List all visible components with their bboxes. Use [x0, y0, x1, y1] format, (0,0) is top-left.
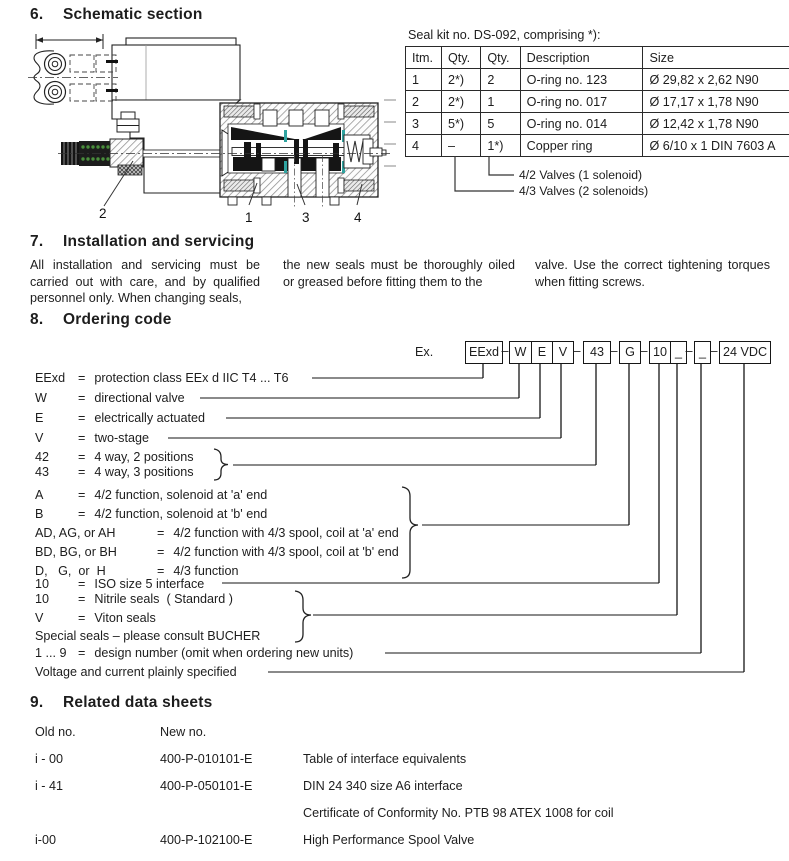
code: 10	[35, 577, 50, 591]
code-separator: –	[640, 344, 648, 358]
sheet-description: DIN 24 340 size A6 interface	[303, 779, 463, 793]
description: 4/2 function, solenoid at 'a' end	[94, 488, 268, 502]
ordering-code-row	[35, 611, 156, 625]
col-size: Size	[643, 47, 789, 69]
description: Nitrile seals ( Standard )	[94, 592, 233, 606]
description: 4/3 function	[173, 564, 239, 578]
table-row	[406, 69, 789, 91]
cell: –	[441, 135, 480, 157]
cell: 1	[406, 69, 442, 91]
code-box-43	[583, 341, 611, 364]
sheet-description: Table of interface equivalents	[303, 752, 467, 766]
cell: Ø 12,42 x 1,78 N90	[643, 113, 789, 135]
code: 1 ... 9	[35, 646, 67, 660]
code-separator: –	[610, 344, 618, 358]
new-no: 400-P-010101-E	[160, 752, 253, 766]
cell: Ø 29,82 x 2,62 N90	[643, 69, 789, 91]
schematic-drawing	[20, 30, 440, 230]
code-cell-g: G	[625, 345, 635, 359]
ordering-code-row	[35, 450, 194, 464]
code: V	[35, 611, 44, 625]
equals: =	[157, 526, 165, 540]
ordering-code-row	[35, 465, 194, 479]
old-no-header: Old no.	[35, 725, 76, 739]
col-itm: Itm.	[406, 47, 442, 69]
code-box-eexd	[465, 341, 503, 364]
fold-marks	[384, 100, 396, 166]
cell: 5	[481, 113, 520, 135]
description: protection class EEx d IIC T4 ... T6	[94, 371, 289, 385]
equals: =	[78, 431, 86, 445]
equals: =	[78, 611, 86, 625]
section-6-title: Schematic section	[63, 6, 203, 23]
seal-kit-title: Seal kit no. DS-092, comprising *):	[408, 28, 601, 42]
code: 42	[35, 450, 50, 464]
cell: 3	[406, 113, 442, 135]
code: EExd	[35, 371, 66, 385]
equals: =	[78, 371, 86, 385]
cell: O-ring no. 014	[520, 113, 643, 135]
note-4-3-valves: 4/3 Valves (2 solenoids)	[519, 184, 649, 198]
new-no-header: New no.	[160, 725, 207, 739]
col-qty2: Qty.	[481, 47, 520, 69]
section-8-number: 8.	[30, 311, 44, 328]
equals: =	[78, 391, 86, 405]
cable-gland	[28, 34, 118, 104]
section-9-number: 9.	[30, 694, 44, 711]
cell: Ø 6/10 x 1 DIN 7603 A	[643, 135, 789, 157]
example-label: Ex.	[415, 345, 434, 359]
code: BD, BG, or BH	[35, 545, 117, 559]
end-spring-plug	[344, 135, 386, 168]
table-header-row	[406, 47, 789, 69]
code-separator: –	[501, 344, 509, 358]
col-qty1: Qty.	[441, 47, 480, 69]
code: 10	[35, 592, 50, 606]
code-cell-underscore-1: _	[670, 342, 686, 363]
section-9-title: Related data sheets	[63, 694, 213, 711]
section-6-number: 6.	[30, 6, 44, 23]
equals: =	[78, 592, 86, 606]
code: A	[35, 488, 44, 502]
description: two-stage	[94, 431, 149, 445]
ordering-code-row	[35, 488, 267, 502]
section-8-heading	[30, 311, 172, 329]
paragraph-col-1: All installation and servicing must be carried out with care, and by qualified personnel only. When changing seals,	[30, 258, 260, 306]
table-row	[406, 91, 789, 113]
section-7-title: Installation and servicing	[63, 233, 255, 250]
dimension-arrows	[36, 34, 103, 49]
new-no: 400-P-050101-E	[160, 779, 253, 793]
description: directional valve	[94, 391, 185, 405]
equals: =	[78, 465, 86, 479]
ordering-code-row	[35, 577, 204, 591]
description: 4 way, 2 positions	[94, 450, 194, 464]
code: 43	[35, 465, 50, 479]
code-cell-e: E	[531, 342, 552, 363]
code-cell-w: W	[514, 345, 527, 359]
ordering-code-row	[35, 665, 237, 679]
cell: Copper ring	[520, 135, 643, 157]
code-cell-underscore-2: _	[698, 345, 706, 359]
equals: =	[78, 450, 86, 464]
description: 4/2 function with 4/3 spool, coil at 'b' end	[173, 545, 399, 559]
description: 4 way, 3 positions	[94, 465, 194, 479]
code-box-24vdc	[719, 341, 771, 364]
code-box-underscore	[694, 341, 711, 364]
section-7-number: 7.	[30, 233, 44, 250]
paragraph-col-2: the new seals must be thoroughly oiled or greased before fitting them to the	[283, 258, 515, 289]
equals: =	[78, 577, 86, 591]
equals: =	[157, 545, 165, 559]
code-cell-43: 43	[589, 345, 604, 359]
table-row	[406, 113, 789, 135]
callout-4: 4	[354, 210, 362, 225]
old-no: i-00	[35, 833, 56, 847]
code: B	[35, 507, 44, 521]
code: W	[35, 391, 47, 405]
ordering-code-row	[35, 545, 399, 559]
section-6-heading	[30, 6, 203, 24]
note-4-2-valves: 4/2 Valves (1 solenoid)	[519, 168, 643, 182]
ordering-code-row	[35, 564, 238, 578]
seal-kit-table	[405, 46, 789, 157]
callout-3: 3	[302, 210, 310, 225]
code: Special seals – please consult BUCHER	[35, 629, 261, 643]
equals: =	[78, 646, 86, 660]
equals: =	[78, 488, 86, 502]
code: V	[35, 431, 44, 445]
cell: 2	[406, 91, 442, 113]
ordering-code-row	[35, 629, 260, 643]
code: Voltage and current plainly specified	[35, 665, 237, 679]
description: 4/2 function, solenoid at 'b' end	[94, 507, 268, 521]
equals: =	[157, 564, 165, 578]
code-separator: –	[710, 344, 718, 358]
old-no: i - 00	[35, 752, 63, 766]
code: AD, AG, or AH	[35, 526, 116, 540]
code-separator: –	[573, 344, 581, 358]
description: design number (omit when ordering new units)	[94, 646, 354, 660]
code-box-10	[649, 341, 687, 364]
callout-1: 1	[245, 210, 253, 225]
ordering-code-row	[35, 507, 267, 521]
ordering-code-row	[35, 592, 233, 606]
description: 4/2 function with 4/3 spool, coil at 'a' end	[173, 526, 399, 540]
code-cell-v: V	[552, 342, 573, 363]
equals: =	[78, 507, 86, 521]
cell: 1*)	[481, 135, 520, 157]
code-cell-24vdc: 24 VDC	[722, 345, 768, 359]
cell: 4	[406, 135, 442, 157]
cell: Ø 17,17 x 1,78 N90	[643, 91, 789, 113]
code-cell-10: 10	[652, 345, 667, 359]
code: D, G, or H	[35, 564, 106, 578]
description: Viton seals	[94, 611, 156, 625]
description: ISO size 5 interface	[94, 577, 205, 591]
cell: O-ring no. 017	[520, 91, 643, 113]
sheet-description: Certificate of Conformity No. PTB 98 ATEX 1008 for coil	[303, 806, 614, 820]
ordering-code-row	[35, 431, 149, 445]
cell: 2	[481, 69, 520, 91]
code-box-wev	[509, 341, 574, 364]
col-description: Description	[520, 47, 643, 69]
ordering-code-row	[35, 646, 353, 660]
cell: 2*)	[441, 91, 480, 113]
ordering-code-row	[35, 526, 399, 540]
new-no: 400-P-102100-E	[160, 833, 253, 847]
cell: 1	[481, 91, 520, 113]
section-9-heading	[30, 694, 212, 712]
cell: 5*)	[441, 113, 480, 135]
cell: 2*)	[441, 69, 480, 91]
callout-2: 2	[99, 206, 107, 221]
old-no: i - 41	[35, 779, 63, 793]
ordering-code-row	[35, 371, 288, 385]
paragraph-col-3: valve. Use the correct tightening torques when fitting screws.	[535, 258, 770, 289]
code-cell-eexd: EExd	[468, 345, 500, 359]
code: E	[35, 411, 44, 425]
table-row	[406, 135, 789, 157]
cell: O-ring no. 123	[520, 69, 643, 91]
ordering-code-row	[35, 411, 205, 425]
equals: =	[78, 411, 86, 425]
section-7-heading	[30, 233, 254, 251]
sheet-description: High Performance Spool Valve	[303, 833, 475, 847]
code-separator: –	[685, 344, 693, 358]
section-8-title: Ordering code	[63, 311, 172, 328]
description: electrically actuated	[94, 411, 205, 425]
code-box-g	[619, 341, 641, 364]
ordering-code-row	[35, 391, 185, 405]
